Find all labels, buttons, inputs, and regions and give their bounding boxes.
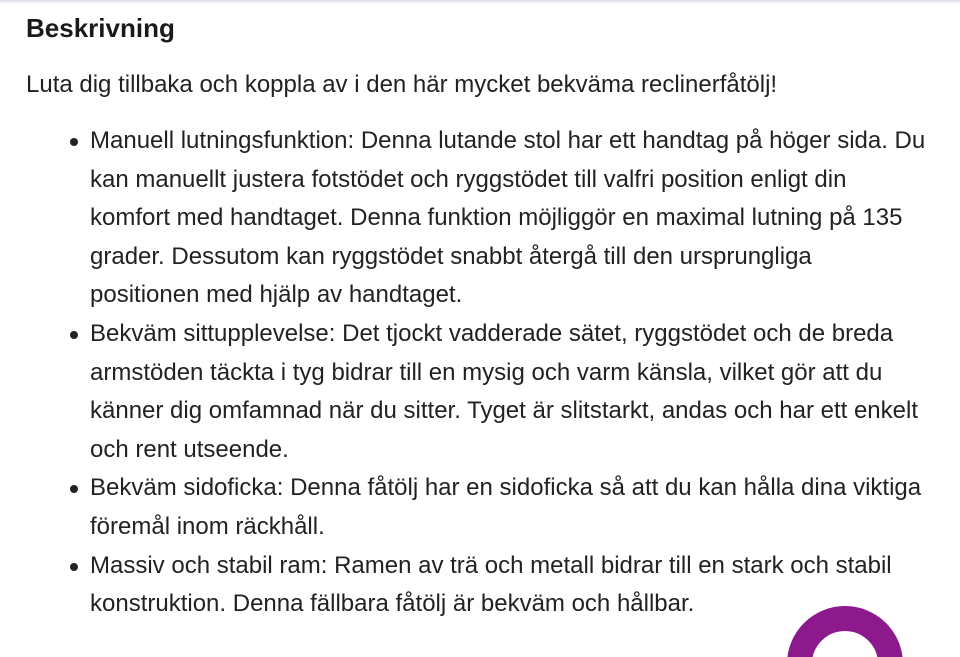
feature-text: Manuell lutningsfunktion: Denna lutande stol har ett handtag på höger sida. Du kan manuellt justera fotstödet och ryggstödet till valfri position enligt din komfort med handtaget. Denna funktion möjliggör en maximal lutning på 135 grader. Dessutom kan ryggstödet snabbt återgå till den ursprungliga positionen med hjälp av handtaget. (90, 127, 926, 309)
feature-list (26, 122, 926, 624)
feature-item-comfort (26, 315, 926, 469)
description-intro: Luta dig tillbaka och koppla av i den här mycket bekväma reclinerfåtölj! (26, 71, 778, 98)
description-heading: Beskrivning (26, 13, 175, 43)
feature-text: Massiv och stabil ram: Ramen av trä och metall bidrar till en stark och stabil konstruktion. Denna fällbara fåtölj är bekväm och hållbar. (90, 551, 892, 618)
feature-item-frame (26, 547, 926, 624)
bullet-icon (70, 485, 78, 493)
feature-text: Bekväm sidoficka: Denna fåtölj har en sidoficka så att du kan hålla dina viktiga föremål inom räckhåll. (90, 474, 922, 540)
bullet-icon (70, 563, 78, 571)
feature-item-recline (26, 122, 926, 315)
top-bar-shadow (0, 0, 960, 4)
description-section (26, 10, 926, 624)
bullet-icon (70, 331, 78, 339)
bullet-icon (70, 138, 78, 146)
feature-text: Bekväm sittupplevelse: Det tjockt vadderade sätet, ryggstödet och de breda armstöden täckta i tyg bidrar till en mysig och varm känsla, vilket gör att du känner dig omfamnad när du sitter. Tyget är slitstarkt, andas och har ett enkelt och rent utseende. (90, 319, 918, 463)
feature-item-side-pocket (26, 469, 926, 546)
